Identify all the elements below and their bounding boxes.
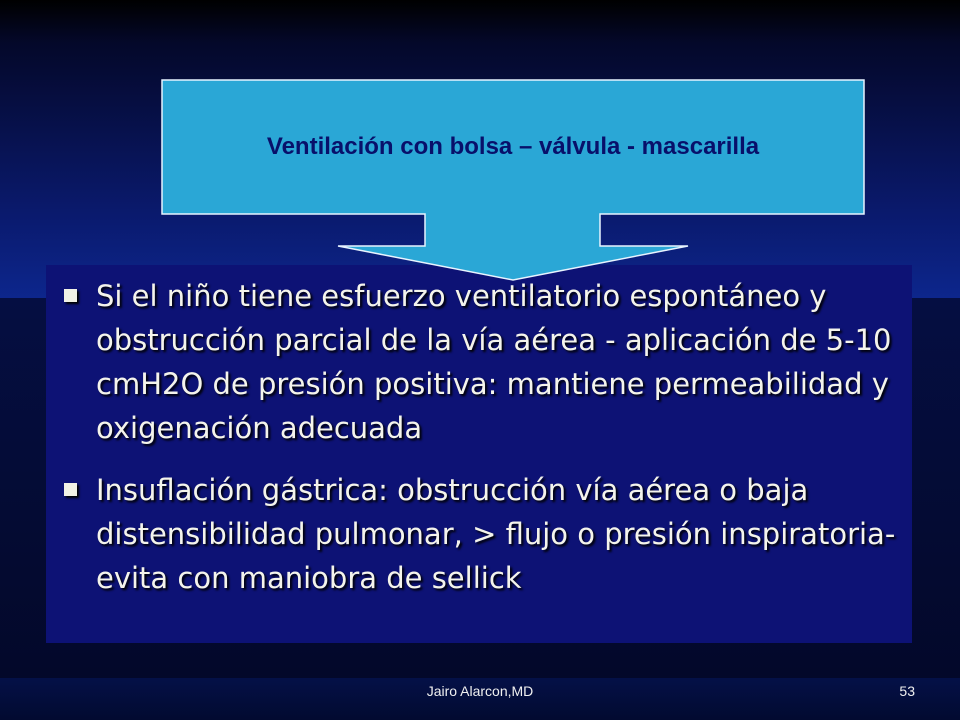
list-item xyxy=(62,274,902,450)
footer-author: Jairo Alarcon,MD xyxy=(426,683,534,699)
list-item xyxy=(62,468,902,600)
bullet-text: Si el niño tiene esfuerzo ventilatorio espontáneo y obstrucción parcial de la vía aérea - aplicación de 5-10 cmH2O de presión positiva: mantiene permeabilidad y oxigenación adecuada xyxy=(96,279,892,445)
square-bullet-icon xyxy=(64,289,77,302)
page-number: 53 xyxy=(899,683,915,699)
bullet-text: Insuflación gástrica: obstrucción vía aérea o baja distensibilidad pulmonar, > flujo o presión inspiratoria- evita con maniobra de sellick xyxy=(96,473,896,595)
square-bullet-icon xyxy=(64,483,77,496)
bullet-list xyxy=(62,274,902,618)
callout-title: Ventilación con bolsa – válvula - mascarilla xyxy=(266,133,760,160)
